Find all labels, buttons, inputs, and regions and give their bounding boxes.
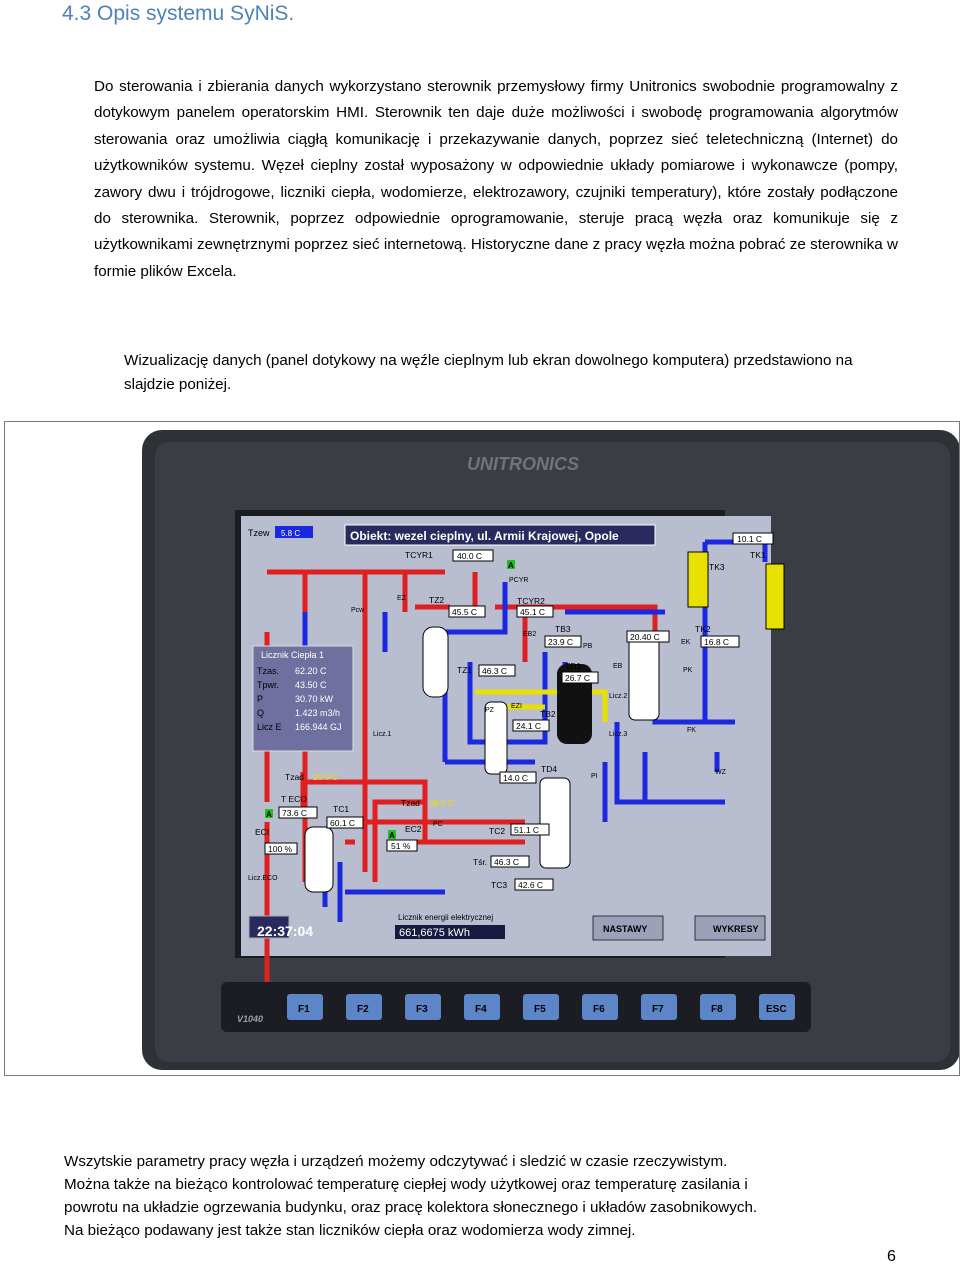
tb2-label: TB2	[540, 709, 556, 719]
svg-text:Licz.ECO: Licz.ECO	[248, 875, 278, 882]
svg-text:F4: F4	[475, 1004, 487, 1015]
tzad2-value: 48.0 C	[429, 798, 455, 808]
eci-value: 100 %	[268, 844, 293, 854]
visualization-paragraph: Wizualizację danych (panel dotykowy na węźle cieplnym lub ekran dowolnego komputera) przedstawiono na slajdzie poniżej.	[124, 352, 853, 393]
tzew-label: Tzew	[248, 528, 270, 538]
tc1-label: TC1	[333, 804, 350, 814]
tk1-label: TK1	[750, 550, 766, 560]
tzad1-value: 25.0 C	[313, 772, 339, 782]
svg-text:ESC: ESC	[766, 1004, 787, 1015]
tz1-value: 46.3 C	[482, 666, 508, 676]
tb3-label: TB3	[555, 624, 571, 634]
summary-line: Można także na bieżąco kontrolować temperaturę ciepłej wody użytkowej oraz temperaturę zasilania i	[64, 1176, 748, 1193]
svg-text:F8: F8	[711, 1004, 723, 1015]
teco-value: 73.6 C	[282, 808, 308, 818]
tcyr1-value: 40.0 C	[457, 551, 483, 561]
tz2-label: TZ2	[429, 595, 445, 605]
tc2-value: 51.1 C	[514, 825, 540, 835]
svg-text:Licz E: Licz E	[257, 722, 282, 732]
tk2-label: TK2	[695, 624, 711, 634]
summary-line: Wszytskie parametry pracy węzła i urządzeń możemy odczytywać i sledzić w czasie rzeczywistym.	[64, 1153, 728, 1170]
tb2-value: 24.1 C	[516, 721, 542, 731]
svg-text:PB: PB	[583, 643, 593, 650]
model-label: V1040	[237, 1014, 264, 1024]
tb3b-value: 20.40 C	[630, 632, 660, 642]
radiator-tk3	[688, 552, 708, 607]
tc1-value: 60.1 C	[330, 818, 356, 828]
svg-text:A: A	[508, 561, 514, 570]
tk1-value: 10.1 C	[737, 534, 763, 544]
section-heading: 4.3 Opis systemu SyNiS.	[62, 2, 295, 25]
svg-text:EZ: EZ	[397, 595, 406, 602]
svg-text:NASTAWY: NASTAWY	[603, 924, 648, 934]
tsr-value: 46.3 C	[494, 857, 520, 867]
td1-label: TD1	[565, 661, 582, 671]
licznik-title: Licznik Ciepła 1	[261, 650, 325, 660]
svg-text:EK: EK	[681, 639, 691, 646]
energy-title: Licznik energii elektrycznej	[398, 913, 494, 922]
svg-text:PK: PK	[683, 667, 693, 674]
svg-text:F3: F3	[416, 1004, 428, 1015]
svg-text:62.20 C: 62.20 C	[295, 666, 327, 676]
tk3-label: TK3	[709, 562, 725, 572]
svg-text:F1: F1	[298, 1004, 310, 1015]
tc3-label: TC3	[491, 880, 508, 890]
tcyr2-value: 45.1 C	[520, 607, 546, 617]
svg-text:F5: F5	[534, 1004, 546, 1015]
tz1-label: TZ1	[457, 665, 473, 675]
svg-text:A: A	[389, 831, 395, 840]
intro-paragraph: Do sterowania i zbierania danych wykorzystano sterownik przemysłowy firmy Unitronics swobodnie programowalny z dotykowym panelem operatorskim HMI. Sterownik ten daje duże możliwości i swobodę programowania algorytmów sterowania oraz umożliwia ciągłą komunikację i przekazywanie danych, poprzez sieć teletechniczną (Internet) do użytkowników systemu. Węzeł cieplny został wyposażony w odpowiednie układy pomiarowe i wykonawcze (pompy, zawory dwu i trójdrogowe, liczniki ciepła, wodomierze, elektrozawory, czujniki temperatury), które zostały podłączone do sterownika. Sterownik, poprzez odpowiednie oprogramowanie, steruje pracą węzła oraz komunikuje się z użytkownikami zewnętrznymi poprzez sieć internetową. Historyczne dane z pracy węzła można pobrać ze sterownika w formie plików Excela.	[94, 78, 898, 280]
tc3-value: 42.6 C	[518, 880, 544, 890]
svg-text:EB: EB	[613, 663, 623, 670]
summary-text	[64, 1150, 904, 1242]
td4-label: TD4	[541, 764, 558, 774]
hmi-screenshot	[4, 421, 960, 1076]
summary-line: powrotu na układzie ogrzewania budynku, oraz pracę kolektora słonecznego i układów zasobnikowych.	[64, 1199, 758, 1216]
td4-value: 14.0 C	[503, 773, 529, 783]
svg-text:PC: PC	[433, 821, 443, 828]
svg-text:Pcw: Pcw	[351, 607, 365, 614]
svg-text:Licz.2: Licz.2	[609, 693, 628, 700]
svg-text:P: P	[257, 694, 264, 704]
svg-text:1.423 m3/h: 1.423 m3/h	[295, 708, 341, 718]
svg-text:PI: PI	[591, 773, 598, 780]
ec2-label: EC2	[405, 824, 422, 834]
svg-text:UNITRONICS: UNITRONICS	[467, 454, 579, 474]
svg-text:F6: F6	[593, 1004, 605, 1015]
svg-text:EB2: EB2	[523, 631, 537, 638]
tc2-label: TC2	[489, 826, 506, 836]
svg-text:A: A	[266, 810, 272, 819]
tank-cwu	[423, 627, 448, 697]
hmi-title: Obiekt: wezel cieplny, ul. Armii Krajowej, Opole	[350, 529, 619, 543]
brand-logo	[467, 454, 579, 474]
tcyr1-label: TCYR1	[405, 550, 433, 560]
svg-text:Licz.1: Licz.1	[373, 731, 392, 738]
tzew-value: 5.8 C	[281, 529, 301, 538]
page-number: 6	[887, 1248, 896, 1265]
svg-text:Tpwr.: Tpwr.	[257, 680, 280, 690]
tcyr2-label: TCYR2	[517, 596, 545, 606]
svg-text:30.70 kW: 30.70 kW	[295, 694, 334, 704]
tzad1-label: Tzad	[285, 772, 304, 782]
svg-text:PCYR: PCYR	[509, 577, 529, 584]
tk2-value: 16.8 C	[704, 637, 730, 647]
tsr-label: Tśr.	[473, 857, 488, 867]
svg-text:166.944 GJ: 166.944 GJ	[295, 722, 342, 732]
svg-text:F2: F2	[357, 1004, 369, 1015]
svg-text:EZI: EZI	[511, 703, 522, 710]
function-keys	[287, 994, 795, 1020]
teco-label: T ECO	[281, 794, 307, 804]
svg-text:Tzas.: Tzas.	[257, 666, 280, 676]
ec2-value: 51 %	[391, 841, 411, 851]
svg-text:43.50 C: 43.50 C	[295, 680, 327, 690]
energy-value: 661,6675 kWh	[399, 927, 470, 939]
summary-line: Na bieżąco podawany jest także stan liczników ciepła oraz wodomierza wody zimnej.	[64, 1222, 636, 1239]
tb3-value: 23.9 C	[548, 637, 574, 647]
tzad2-label: Tzad	[401, 798, 420, 808]
svg-text:PZ: PZ	[485, 707, 494, 714]
svg-text:Q: Q	[257, 708, 265, 718]
svg-text:WZ: WZ	[715, 769, 726, 776]
hmi-clock: 22:37:04	[257, 923, 314, 939]
svg-text:F7: F7	[652, 1004, 664, 1015]
radiator-tk1	[766, 564, 784, 629]
svg-text:WYKRESY: WYKRESY	[713, 924, 759, 934]
svg-text:Licz.3: Licz.3	[609, 731, 628, 738]
td1-value: 26.7 C	[565, 673, 591, 683]
tank-tk	[629, 634, 659, 720]
tz2-value: 45.5 C	[452, 607, 478, 617]
eci-label: ECI	[255, 827, 270, 837]
tank-eco	[305, 827, 333, 892]
svg-text:FK: FK	[687, 727, 696, 734]
